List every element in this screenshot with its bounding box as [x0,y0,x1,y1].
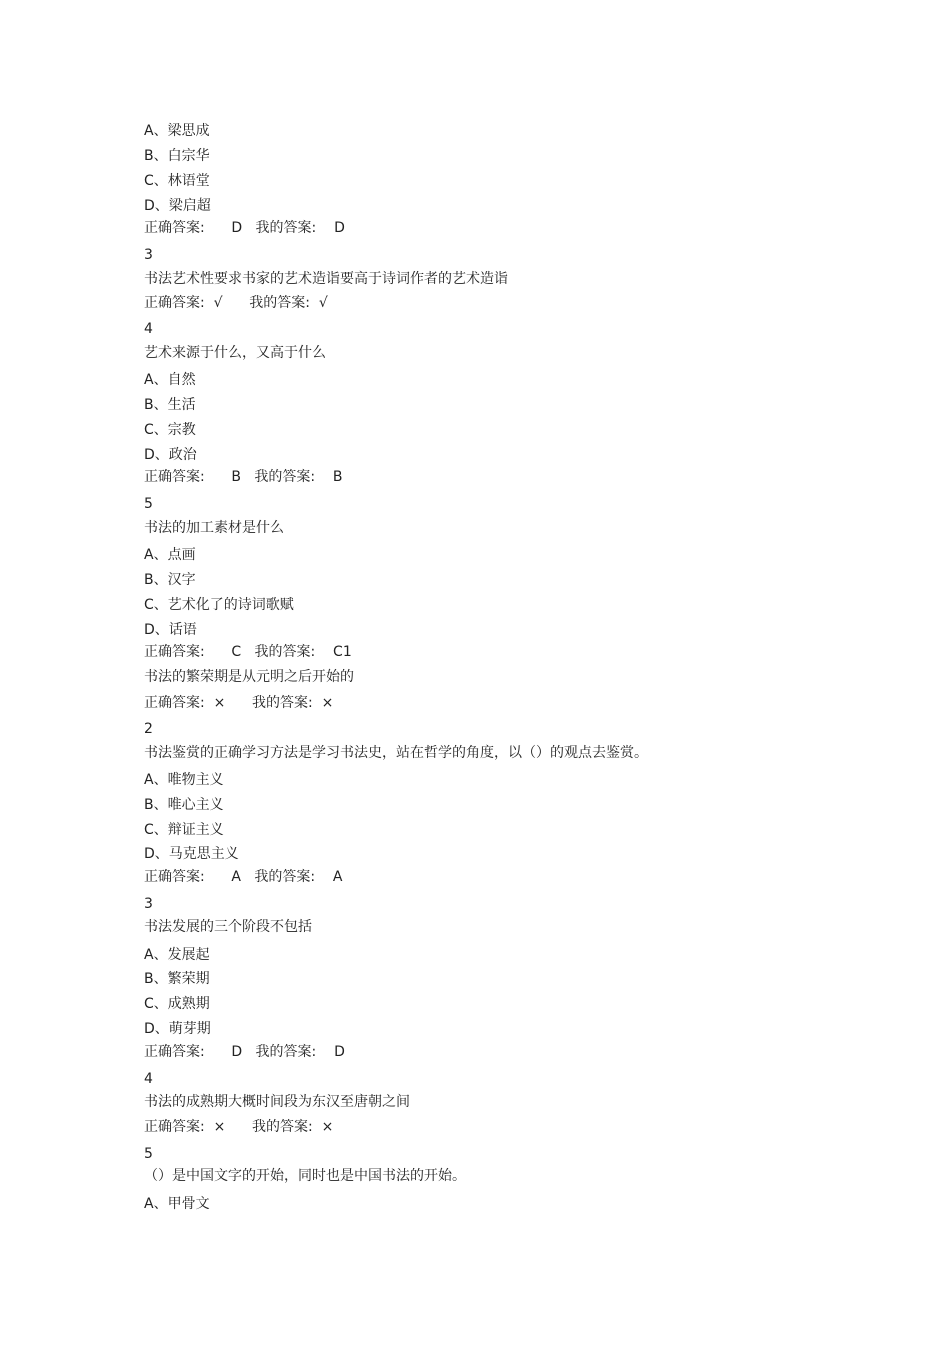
answer-line: 正确答案: D 我的答案: D [144,1044,345,1060]
option-d: D、梁启超 [144,198,211,214]
option-a: A、发展起 [144,947,210,963]
question-number: 4 [144,321,153,337]
option-b: B、汉字 [144,572,196,588]
option-a: A、甲骨文 [144,1196,210,1212]
option-a: A、点画 [144,547,196,563]
question-number: 3 [144,247,153,263]
answer-line: 正确答案: D 我的答案: D [144,220,345,236]
question-text: 书法的繁荣期是从元明之后开始的 [144,669,354,685]
question-text: 书法发展的三个阶段不包括 [144,919,312,935]
option-c: C、艺术化了的诗词歌赋 [144,597,294,613]
option-a: A、梁思成 [144,123,210,139]
question-text: 书法鉴赏的正确学习方法是学习书法史，站在哲学的角度，以（）的观点去鉴赏。 [144,745,648,761]
option-c: C、林语堂 [144,173,210,189]
option-b: B、唯心主义 [144,797,224,813]
question-number: 5 [144,496,153,512]
option-b: B、生活 [144,397,196,413]
question-text: 书法的成熟期大概时间段为东汉至唐朝之间 [144,1094,410,1110]
question-number: 5 [144,1146,153,1162]
answer-line: 正确答案: × 我的答案: × [144,695,334,711]
answer-line: 正确答案: A 我的答案: A [144,869,343,885]
answer-line: 正确答案: C 我的答案: C1 [144,644,352,660]
question-text: 书法的加工素材是什么 [144,520,284,536]
question-text: 艺术来源于什么，又高于什么 [144,345,326,361]
answer-line: 正确答案: × 我的答案: × [144,1119,334,1135]
question-number: 3 [144,896,153,912]
option-a: A、唯物主义 [144,772,224,788]
option-a: A、自然 [144,372,196,388]
option-b: B、白宗华 [144,148,210,164]
question-text: （）是中国文字的开始，同时也是中国书法的开始。 [144,1168,466,1184]
question-text: 书法艺术性要求书家的艺术造诣要高于诗词作者的艺术造诣 [144,271,508,287]
option-c: C、宗教 [144,422,196,438]
option-c: C、成熟期 [144,996,210,1012]
question-number: 4 [144,1071,153,1087]
option-c: C、辩证主义 [144,822,224,838]
option-d: D、萌芽期 [144,1021,211,1037]
answer-line: 正确答案: √ 我的答案: √ [144,295,328,311]
option-d: D、话语 [144,622,197,638]
option-d: D、马克思主义 [144,846,239,862]
option-b: B、繁荣期 [144,971,210,987]
answer-line: 正确答案: B 我的答案: B [144,469,343,485]
option-d: D、政治 [144,447,197,463]
question-number: 2 [144,721,153,737]
